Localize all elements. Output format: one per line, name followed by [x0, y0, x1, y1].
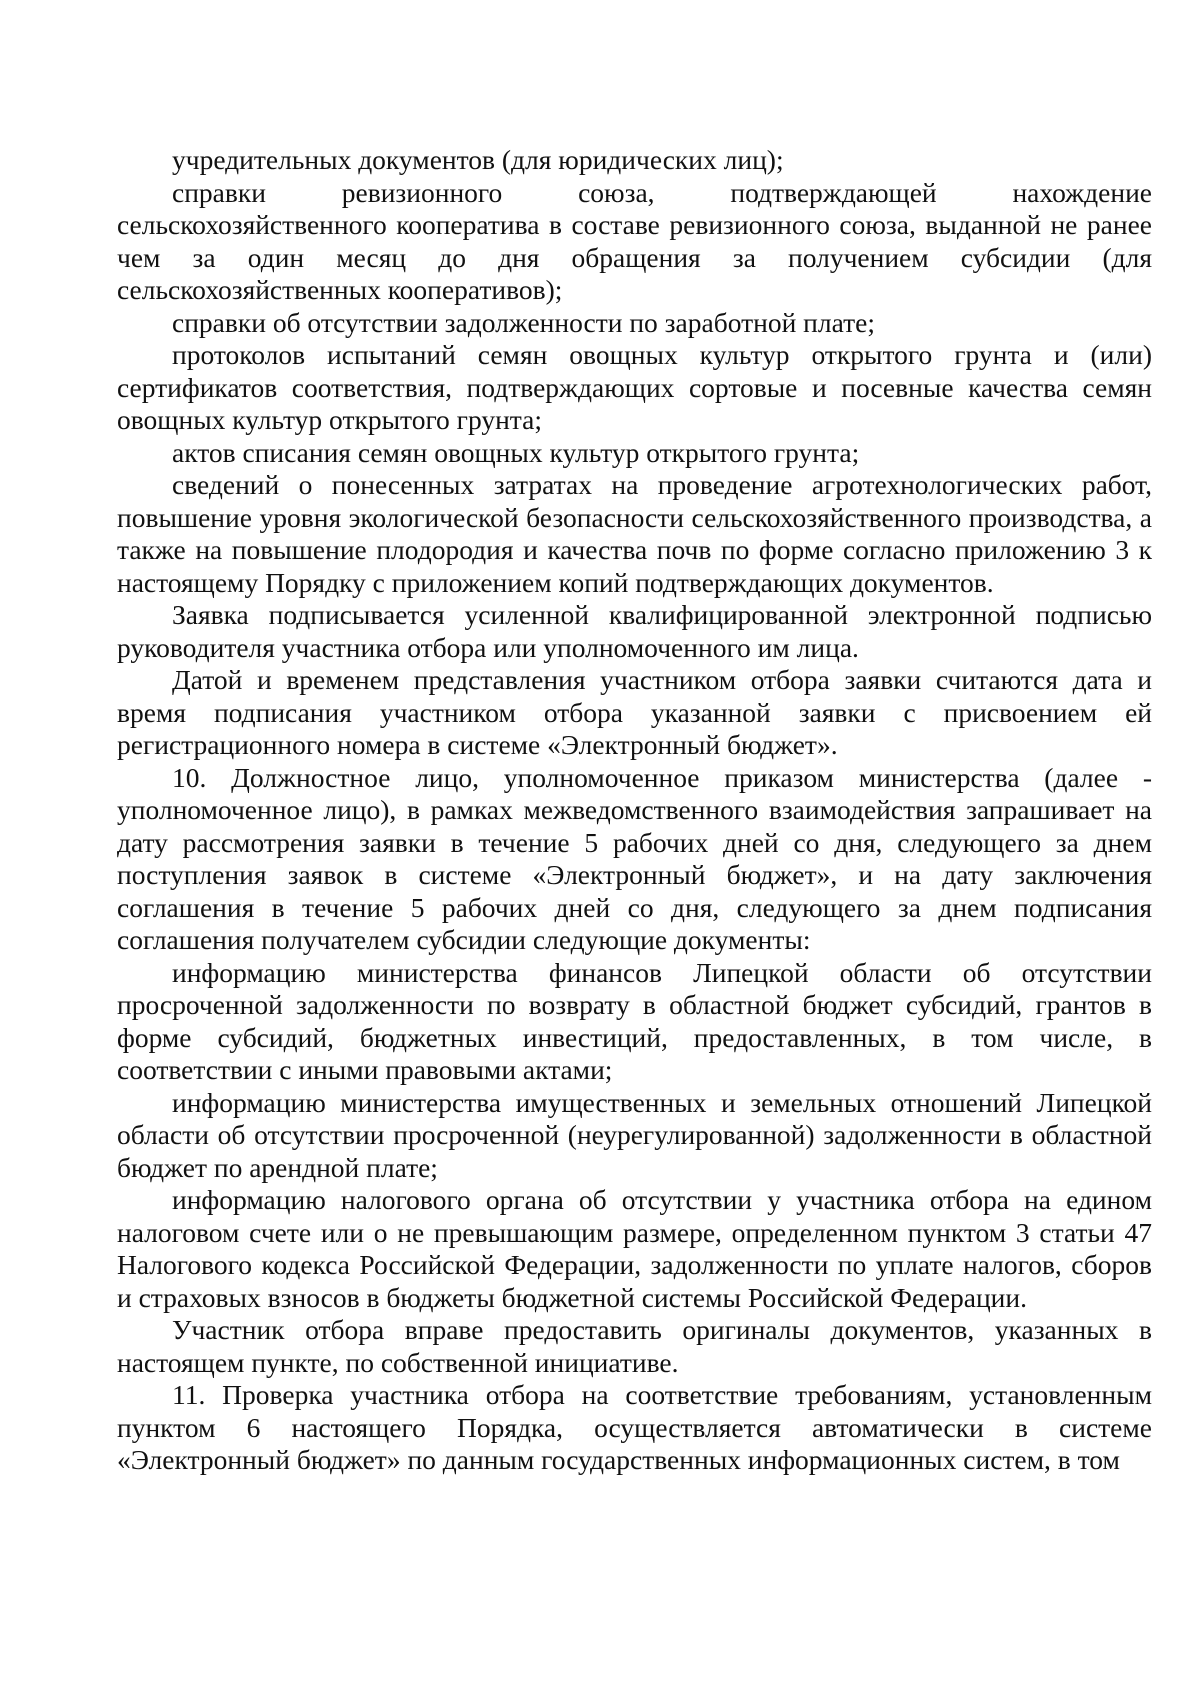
paragraph-seed-writeoff-acts: актов списания семян овощных культур открытого грунта;: [172, 436, 860, 468]
paragraph-originals-right: Участник отбора вправе предоставить оригиналы документов, указанных в настоящем пункте, по собственной инициативе.: [117, 1314, 1152, 1378]
paragraph-finance-ministry-info: информацию министерства финансов Липецкой области об отсутствии просроченной задолженности по возврату в областной бюджет субсидий, грантов в форме субсидий, бюджетных инвестиций, предоставленных, в том числе, в соответствии с иными правовыми актами;: [117, 956, 1152, 1085]
paragraph-item-10: 10. Должностное лицо, уполномоченное приказом министерства (далее - уполномоченное лицо), в рамках межведомственного взаимодействия запрашивает на дату рассмотрения заявки в течение 5 рабочих дней со дня, следующего за днем поступления заявок в системе «Электронный бюджет», и на дату заключения соглашения в течение 5 рабочих дней со дня, следующего за днем подписания соглашения получателем субсидии следующие документы:: [117, 761, 1152, 955]
paragraph-founding-docs: учредительных документов (для юридических лиц);: [172, 144, 784, 175]
paragraph-seed-test-protocols: протоколов испытаний семян овощных культур открытого грунта и (или) сертификатов соответствия, подтверждающих сортовые и посевные качества семян овощных культур открытого грунта;: [117, 339, 1152, 435]
paragraph-submission-date: Датой и временем представления участником отбора заявки считаются дата и время подписания участником отбора указанной заявки с присвоением ей регистрационного номера в системе «Электронный бюджет».: [117, 664, 1152, 760]
paragraph-tax-authority-info: информацию налогового органа об отсутствии у участника отбора на едином налоговом счете или о не превышающим размере, определенном пунктом 3 статьи 47 Налогового кодекса Российской Федерации, задолженности по уплате налогов, сборов и страховых взносов в бюджеты бюджетной системы Российской Федерации.: [117, 1184, 1152, 1313]
paragraph-wage-debt-certificate: справки об отсутствии задолженности по заработной плате;: [172, 306, 875, 338]
paragraph-audit-union-certificate: справки ревизионного союза, подтверждающей нахождение сельскохозяйственного кооператива в составе ревизионного союза, выданной не ранее чем за один месяц до дня обращения за получением субсидии (для сельскохозяйственных кооперативов);: [117, 176, 1152, 305]
document-page: [117, 144, 1152, 1477]
paragraph-costs-info: сведений о понесенных затратах на проведение агротехнологических работ, повышение уровня экологической безопасности сельскохозяйственного производства, а также на повышение плодородия и качества почв по форме согласно приложению 3 к настоящему Порядку с приложением копий подтверждающих документов.: [117, 469, 1152, 598]
paragraph-property-ministry-info: информацию министерства имущественных и земельных отношений Липецкой области об отсутствии просроченной (неурегулированной) задолженности в областной бюджет по арендной плате;: [117, 1086, 1152, 1183]
paragraph-application-signature: Заявка подписывается усиленной квалифицированной электронной подписью руководителя участника отбора или уполномоченного им лица.: [117, 599, 1152, 663]
paragraph-item-11: 11. Проверка участника отбора на соответствие требованиям, установленным пунктом 6 настоящего Порядка, осуществляется автоматически в системе «Электронный бюджет» по данным государственных информационных систем, в том: [117, 1379, 1152, 1475]
